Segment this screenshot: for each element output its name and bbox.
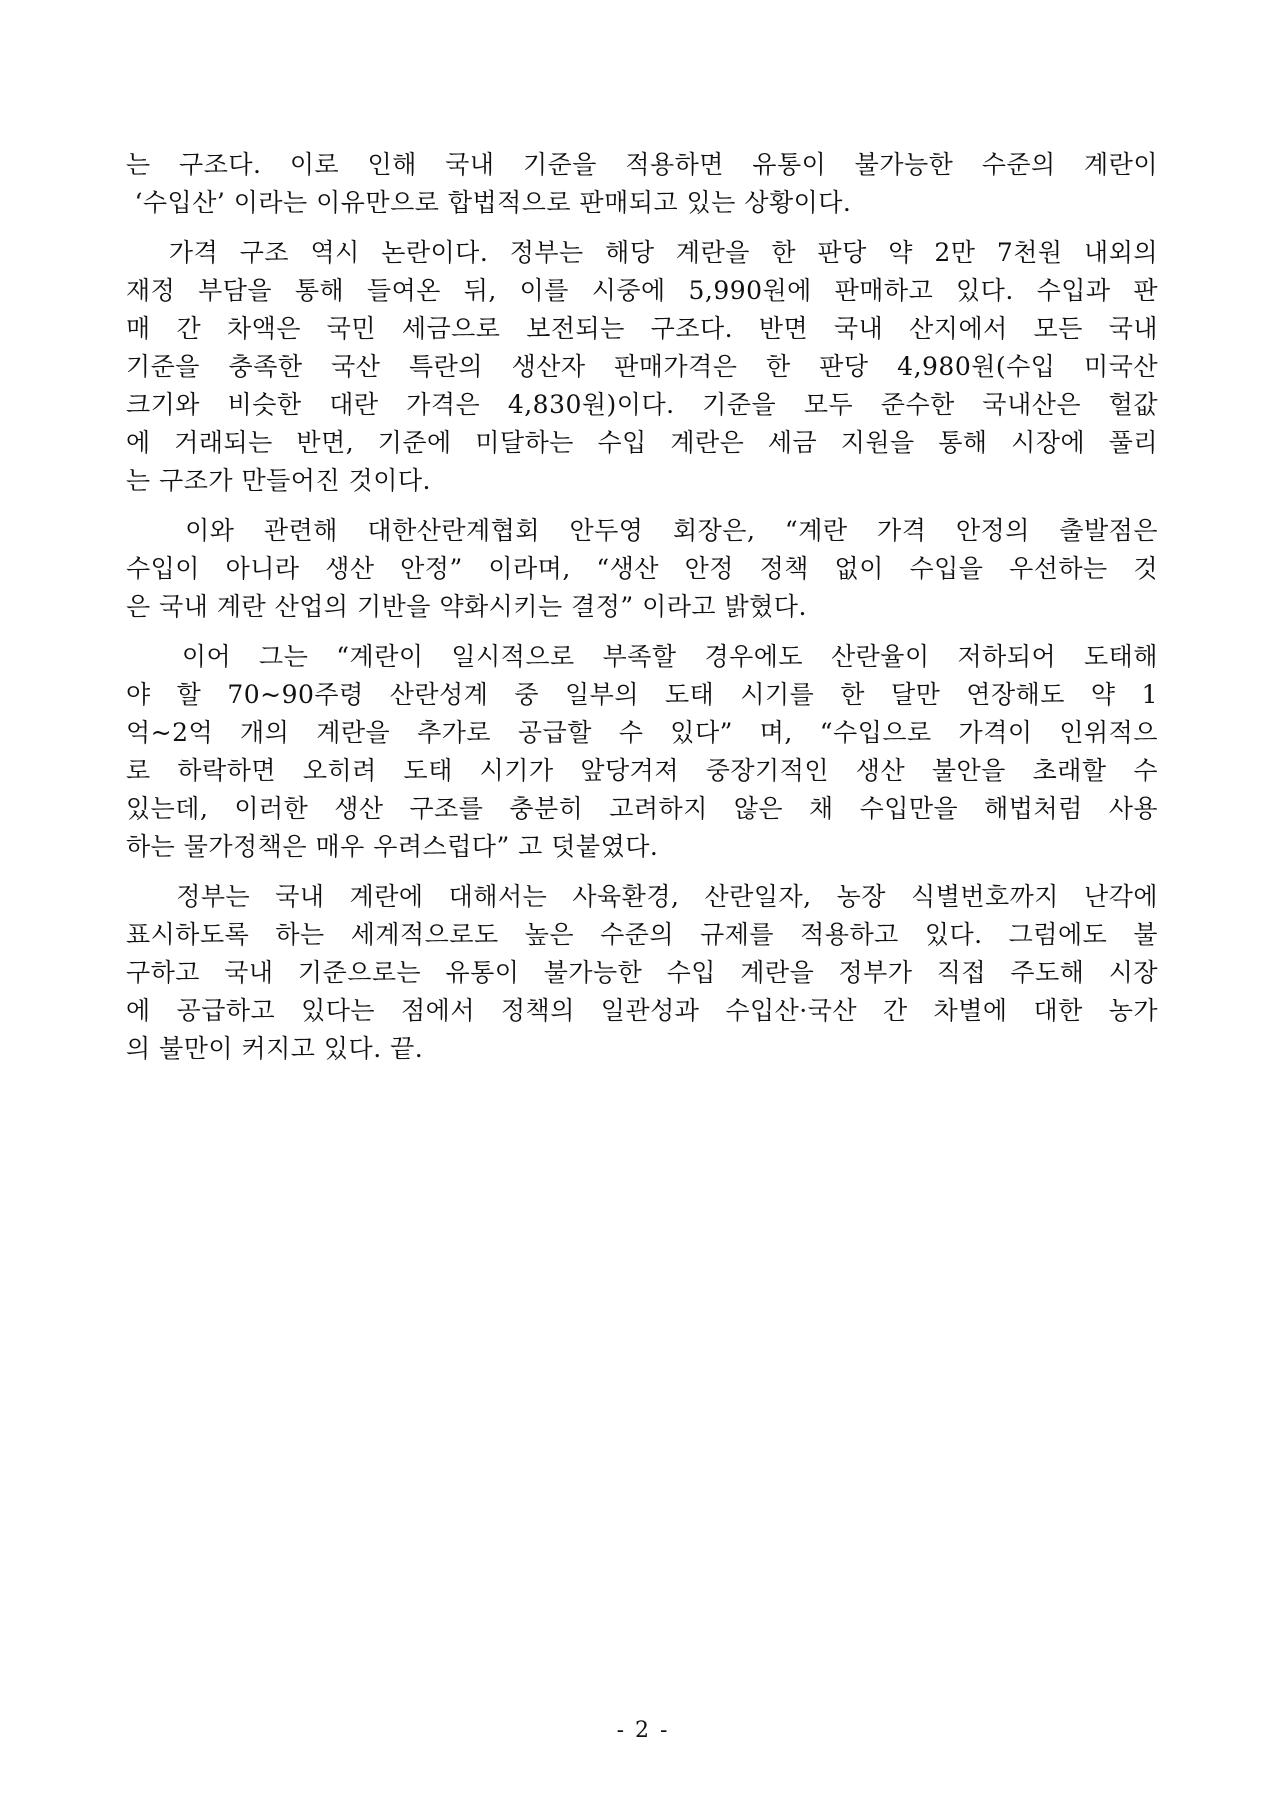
text-line: 는 구조다. 이로 인해 국내 기준을 적용하면 유통이 불가능한 수준의 계란이 [126,150,1158,179]
text-line: 수입이 아니라 생산 안정” 이라며, “생산 안정 정책 없이 수입을 우선하는 것 [126,554,1158,583]
text-line: 정부는 국내 계란에 대해서는 사육환경, 산란일자, 농장 식별번호까지 난각에 [126,882,1158,911]
text-line: 에 공급하고 있다는 점에서 정책의 일관성과 수입산·국산 간 차별에 대한 농가 [126,996,1158,1025]
text-line: 로 하락하면 오히려 도태 시기가 앞당겨져 중장기적인 생산 불안을 초래할 수 [126,756,1158,785]
page-number: - 2 - [616,1718,670,1743]
text-line: 억~2억 개의 계란을 추가로 공급할 수 있다” 며, “수입으로 가격이 인위적으 [126,718,1158,747]
text-line: 이어 그는 “계란이 일시적으로 부족할 경우에도 산란율이 저하되어 도태해 [126,642,1158,671]
text-line: 매 간 차액은 국민 세금으로 보전되는 구조다. 반면 국내 산지에서 모든 국내 [126,314,1158,343]
text-line: 표시하도록 하는 세계적으로도 높은 수준의 규제를 적용하고 있다. 그럼에도 불 [126,920,1158,949]
text-line: ‘수입산’ 이라는 이유만으로 합법적으로 판매되고 있는 상황이다. [126,188,852,217]
text-line: 가격 구조 역시 논란이다. 정부는 해당 계란을 한 판당 약 2만 7천원 내외의 [126,238,1158,267]
text-line: 재정 부담을 통해 들여온 뒤, 이를 시중에 5,990원에 판매하고 있다. 수입과 판 [126,276,1158,305]
paragraph-5 [126,878,1158,1068]
text-line: 이와 관련해 대한산란계협회 안두영 회장은, “계란 가격 안정의 출발점은 [126,516,1158,545]
paragraph-1 [126,146,1158,222]
paragraph-4 [126,638,1158,866]
text-line: 은 국내 계란 산업의 기반을 약화시키는 결정” 이라고 밝혔다. [126,592,807,621]
text-line: 기준을 충족한 국산 특란의 생산자 판매가격은 한 판당 4,980원(수입 미국산 [126,352,1158,381]
text-line: 하는 물가정책은 매우 우려스럽다” 고 덧붙였다. [126,832,659,861]
document-body [126,146,1158,1080]
text-line: 야 할 70~90주령 산란성계 중 일부의 도태 시기를 한 달만 연장해도 약 1 [126,680,1158,709]
text-line: 크기와 비슷한 대란 가격은 4,830원)이다. 기준을 모두 준수한 국내산은 헐값 [126,390,1158,419]
paragraph-3 [126,512,1158,626]
text-line: 의 불만이 커지고 있다. 끝. [126,1034,424,1063]
text-line: 는 구조가 만들어진 것이다. [126,466,431,495]
text-line: 에 거래되는 반면, 기준에 미달하는 수입 계란은 세금 지원을 통해 시장에 풀리 [126,428,1158,457]
text-line: 구하고 국내 기준으로는 유통이 불가능한 수입 계란을 정부가 직접 주도해 시장 [126,958,1158,987]
text-line: 있는데, 이러한 생산 구조를 충분히 고려하지 않은 채 수입만을 해법처럼 사용 [126,794,1158,823]
paragraph-2 [126,234,1158,500]
